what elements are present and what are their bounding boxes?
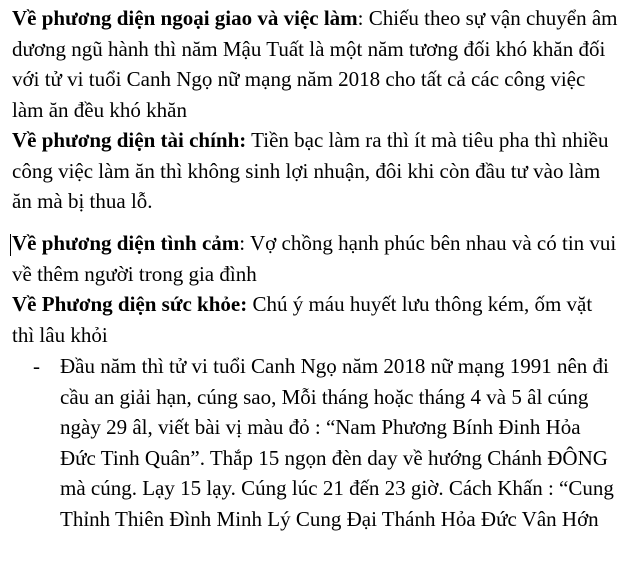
paragraph-body: : Vợ chồng hạnh phúc bên nhau và có tin vui về thêm người trong gia đình [12, 231, 617, 286]
paragraph-heading: Về Phương diện sức khỏe: [12, 292, 248, 316]
list-item: Đầu năm thì tử vi tuổi Canh Ngọ năm 2018 nữ mạng 1991 nên đi cầu an giải hạn, cúng sao, Mỗi tháng hoặc tháng 4 và 5 âl cúng ngày 29 âl, viết bài vị màu đỏ : “Nam Phương Bính Đinh Hỏa Đức Tinh Quân”. Thắp 15 ngọn đèn day về hướng Chánh ĐÔNG mà cúng. Lạy 15 lạy. Cúng lúc 21 đến 23 giờ. Cách Khấn : “Cung Thỉnh Thiên Đình Minh Lý Cung Đại Thánh Hỏa Đức Vân Hớn [60, 354, 614, 531]
paragraph-finance [12, 125, 618, 217]
paragraph-relationship [12, 228, 618, 289]
paragraph-heading: Về phương diện tình cảm [12, 231, 240, 255]
paragraph-body: Tiền bạc làm ra thì ít mà tiêu pha thì nhiều công việc làm ăn thì không sinh lợi nhuận, đôi khi còn đầu tư vào làm ăn mà bị thua lỗ. [12, 128, 609, 213]
list-bullet-marker: - [33, 354, 40, 378]
paragraph-health [12, 289, 618, 350]
paragraph-body: : Chiếu theo sự vận chuyển âm dương ngũ hành thì năm Mậu Tuất là một năm tương đối khó khăn đối với tử vi tuổi Canh Ngọ nữ mạng năm 2018 cho tất cả các công việc làm ăn đều khó khăn [12, 6, 618, 122]
paragraph-heading: Về phương diện tài chính: [12, 128, 247, 152]
paragraph-heading: Về phương diện ngoại giao và việc làm [12, 6, 358, 30]
paragraph-diplomacy-work [12, 3, 618, 125]
paragraph-body: Chú ý máu huyết lưu thông kém, ốm vặt thì lâu khỏi [12, 292, 593, 347]
text-cursor [10, 234, 11, 256]
